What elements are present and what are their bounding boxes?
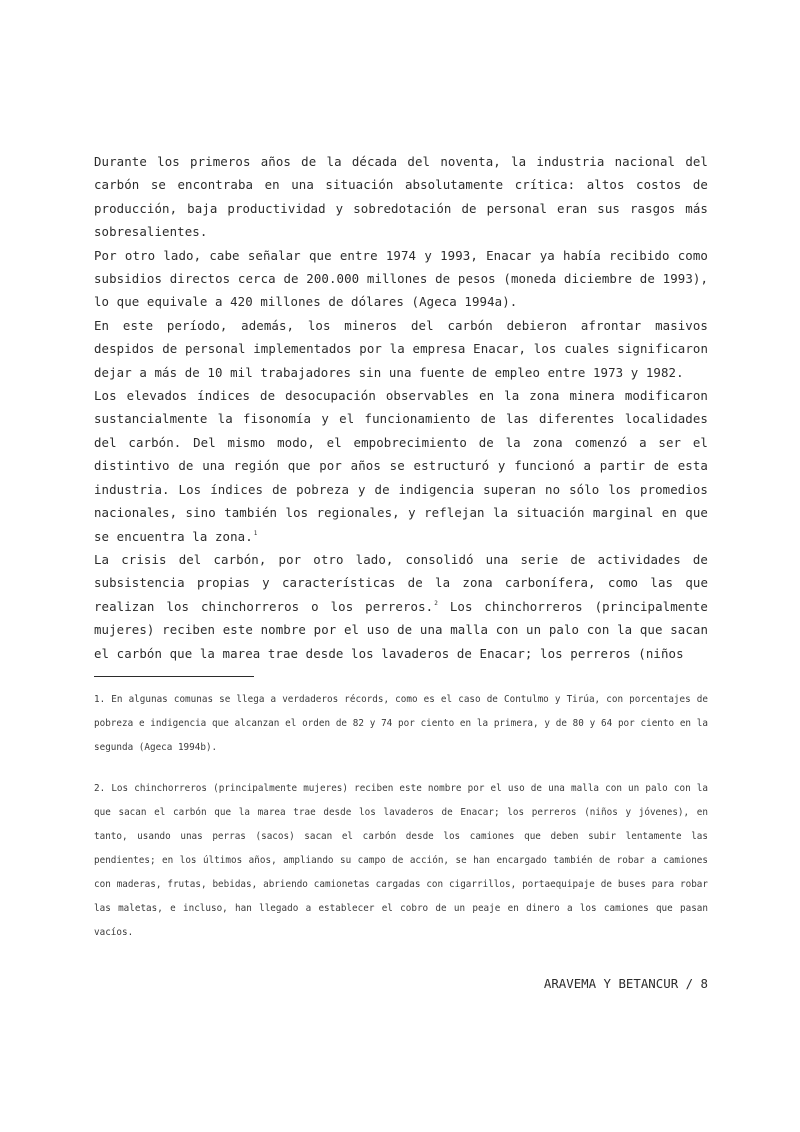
paragraph-3: En este período, además, los mineros del carbón debieron afrontar masivos despidos de personal implementados por la empresa Enacar, los cuales significaron dejar a más de 10 mil trabajadores sin una fuente de empleo entre 1973 y 1982. [94,317,708,380]
running-footer: ARAVEMA Y BETANCUR / 8 [543,976,708,991]
footnote-ref-1: 1 [253,529,258,537]
paragraph-5-continuation: Los chinchorreros (principalmente mujeres) reciben este nombre por el uso de una malla con un palo con la que sacan el carbón que la marea trae desde los lavaderos de Enacar; los perreros (niños [94,598,708,661]
main-text [94,150,708,665]
paragraph-5-text: La crisis del carbón, por otro lado, consolidó una serie de actividades de subsistencia propias y características de la zona carbonífera, como las que realizan los chinchorreros o los perreros. [94,551,708,614]
footnote-ref-2: 2 [434,599,438,607]
paragraph-4-text: Los elevados índices de desocupación observables en la zona minera modificaron sustancialmente la fisonomía y el funcionamiento de las diferentes localidades del carbón. Del mismo modo, el empobrecimiento de la zona comenzó a ser el distintivo de una región que por años se estructuró y funcionó a partir de esta industria. Los índices de pobreza y de indigencia superan no sólo los promedios nacionales, sino también los regionales, y reflejan la situación marginal en que se encuentra la zona. [94,388,708,544]
footnote-2: 2. Los chinchorreros (principalmente mujeres) reciben este nombre por el uso de una malla con un palo con la que sacan el carbón que la marea trae desde los lavaderos de Enacar; los perreros (niños y jóvenes), en tanto, usando unas perras (sacos) sacan el carbón desde los camiones que deben subir lentamente las pendientes; en los últimos años, ampliando su campo de acción, se han encargado también de robar a camiones con maderas, frutas, bebidas, abriendo camionetas cargadas con cigarrillos, portaequipaje de buses para robar las maletas, e incluso, han llegado a establecer el cobro de un peaje en dinero a los camiones que pasan vacíos. [94,783,708,938]
footnote-separator [94,676,254,677]
paragraph-4 [94,384,708,548]
paragraph-1: Durante los primeros años de la década del noventa, la industria nacional del carbón se encontraba en una situación absolutamente crítica: altos costos de producción, baja productividad y sobredotación de personal eran sus rasgos más sobresalientes. [94,154,708,240]
footnote-1: 1. En algunas comunas se llega a verdaderos récords, como es el caso de Contulmo y Tirúa, con porcentajes de pobreza e indigencia que alcanzan el orden de 82 y 74 por ciento en la primera, y de 80 y 64 por ciento en la segunda (Ageca 1994b). [94,694,708,753]
paragraph-5 [94,548,708,665]
footnotes [94,688,708,962]
paragraph-2: Por otro lado, cabe señalar que entre 1974 y 1993, Enacar ya había recibido como subsidios directos cerca de 200.000 millones de pesos (moneda diciembre de 1993), lo que equivale a 420 millones de dólares (Ageca 1994a). [94,247,708,310]
